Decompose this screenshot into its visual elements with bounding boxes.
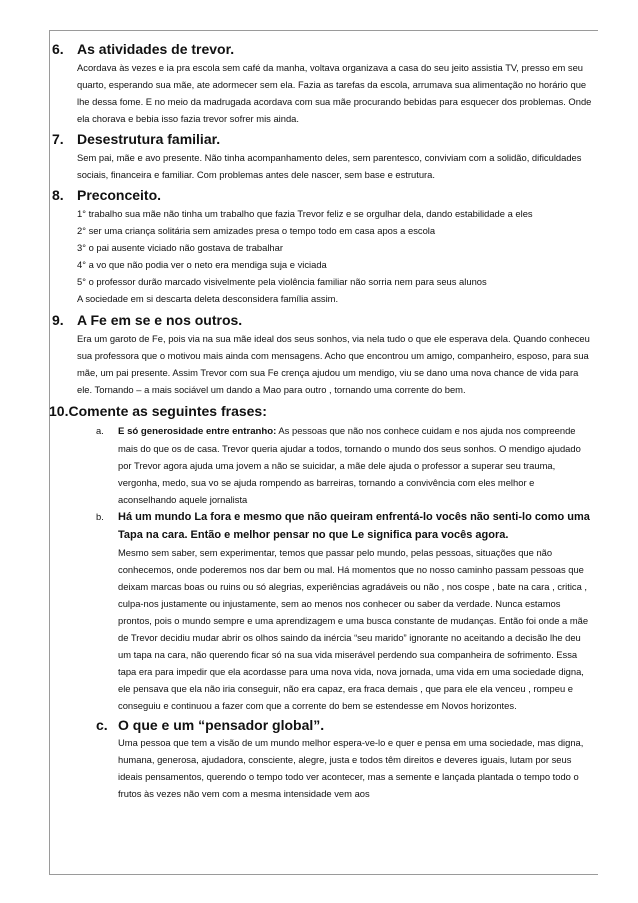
section-title: Preconceito.: [77, 187, 162, 203]
list-line: 2° ser uma criança solitária sem amizades presa o tempo todo em casa apos a escola: [77, 225, 436, 236]
section-heading-9: [52, 312, 600, 328]
section-list-8: [77, 205, 600, 307]
list-line: 3° o pai ausente viciado não gostava de trabalhar: [77, 242, 283, 253]
sub-item-lead: E só generosidade entre entranho:: [118, 426, 277, 437]
section-paragraph-6: Acordava às vezes e ia pra escola sem café da manha, voltava organizava a casa do seu jeito assistia TV, presso em seu quarto, esperando sua mãe, ate adormecer sem ela. Fazia as tarefas da escola, arrumava sua alimentação no horário que lhe dessa fome. E no meio da madrugada acordava com sua mãe procurando bebidas para esquecer dos problemas. Onde ela chorava e bebia isso fazia trevor sofrer mis ainda.: [77, 62, 592, 124]
sub-item-text: Mesmo sem saber, sem experimentar, temos que passar pelo mundo, pelas pessoas, situações que não conhecemos, onde poderemos nos dar bem ou mal. Há momentos que no nosso caminho passam pessoas que deixam marcas boas ou ruins ou só alegrias, experiências agradáveis ou não , nos cospe , bate na cara , critica , culpa-nos justamente ou injustamente, sem ao menos nos conhecer ou saber da verdade. Nunca estamos prontos, pois o mundo sempre e uma aprendizagem e uma busca constante de mudanças. Então foi onde a mãe de Trevor decidiu mudar abrir os olhos saindo da inércia “seu marido” ignorante no aceitando a decisão lhe deu um tapa na cara, não querendo ficar só na sua vida miserável perdendo sua companheira de sofrimento. Essa tapa era para impedir que ela acordasse para uma nova vida, nova jornada, uma vida em uma sociedade digna, ele pensava que ela não iria conseguir, não era capaz, era fraca demais , que para ele ela venceu , rompeu e conseguiu e continuou a fazer com que a corrente do bem se estendesse em Novos horizontes.: [118, 547, 589, 711]
section-heading-6: [52, 41, 600, 57]
section-number: 8.: [52, 187, 64, 203]
sub-item-a: [96, 422, 600, 508]
section-number: 6.: [52, 41, 64, 57]
section-number: 10.: [49, 403, 69, 419]
list-line: 5° o professor durão marcado visivelmente pela violência familiar não sorria nem para seus alunos: [77, 276, 487, 287]
list-line: 1° trabalho sua mãe não tinha um trabalho que fazia Trevor feliz e se orgulhar dela, dando estabilidade a eles: [77, 208, 533, 219]
section-heading-7: [52, 131, 600, 147]
sub-item-b: [96, 508, 600, 714]
list-line: A sociedade em si descarta deleta desconsidera família assim.: [77, 293, 339, 304]
list-line: 4° a vo que não podia ver o neto era mendiga suja e viciada: [77, 259, 327, 270]
sub-item-letter: a.: [96, 425, 104, 436]
sub-item-body: [118, 716, 600, 802]
sub-item-body: [118, 508, 600, 714]
section-paragraph-7: Sem pai, mãe e avo presente. Não tinha acompanhamento deles, sem parentesco, conviviam com a solidão, dificuldades sociais, financeira e familiar. Com problemas antes dele nascer, sem base e estrutura.: [77, 152, 582, 180]
sub-item-c: [96, 716, 600, 802]
section-number: 9.: [52, 312, 64, 328]
section-number: 7.: [52, 131, 64, 147]
sub-item-lead: O que e um “pensador global”.: [118, 717, 325, 733]
section-title: Comente as seguintes frases:: [68, 403, 267, 419]
section-title: As atividades de trevor.: [77, 41, 235, 57]
document-content: [49, 34, 600, 802]
sub-item-letter: b.: [96, 511, 104, 522]
sub-item-lead: Há um mundo La fora e mesmo que não queiram enfrentá-lo vocês não senti-lo como uma Tapa na cara. Então e melhor pensar no que Le significa para vocês agora.: [118, 511, 590, 541]
sub-item-text: Uma pessoa que tem a visão de um mundo melhor espera-ve-lo e quer e pensa em uma sociedade, mas digna, humana, generosa, ajudadora, consciente, alegre, justa e todos têm direitos e deveres iguais, lutam por seus ideais pensamentos, querendo o tempo todo ver acontecer, mas a semente e lançada plantada o tempo todo o frutos às vezes não vem com a mesma intensidade vem aos: [118, 737, 584, 799]
sub-item-body: [118, 422, 600, 508]
section-heading-8: [52, 187, 600, 203]
section-paragraph-9: Era um garoto de Fe, pois via na sua mãe ideal dos seus sonhos, via nela tudo o que ele esperava dela. Quando conheceu sua professora que o motivou mais ainda com mensagens. Acho que encontrou um amigo, companheiro, esposo, para sua mãe, um pai presente. Assim Trevor com sua Fe crença ajudou um mendigo, viu se dano uma nova chance de vida para ele. Tornando – a mais sociável um dando a Mao para outro , tornando uma corrente do bem.: [77, 333, 590, 395]
section-title: A Fe em se e nos outros.: [77, 312, 243, 328]
section-title: Desestrutura familiar.: [77, 131, 221, 147]
sub-item-text: As pessoas que não nos conhece cuidam e nos ajuda nos compreende mais do que os de casa. Trevor queria ajudar a todos, tornando o mundo dos seus sonhos. O mendigo ajudado por Trevor agora ajuda uma jovem a não se suicidar, a mãe dele ajuda o professor a superar seu trauma, vergonha, medo, sua vo se ajuda rompendo as barreiras, tornando a convivência com eles melhor e aconselhando aquele jornalista: [118, 425, 581, 505]
section-heading-10: [49, 403, 600, 419]
sub-item-letter: c.: [96, 717, 108, 733]
